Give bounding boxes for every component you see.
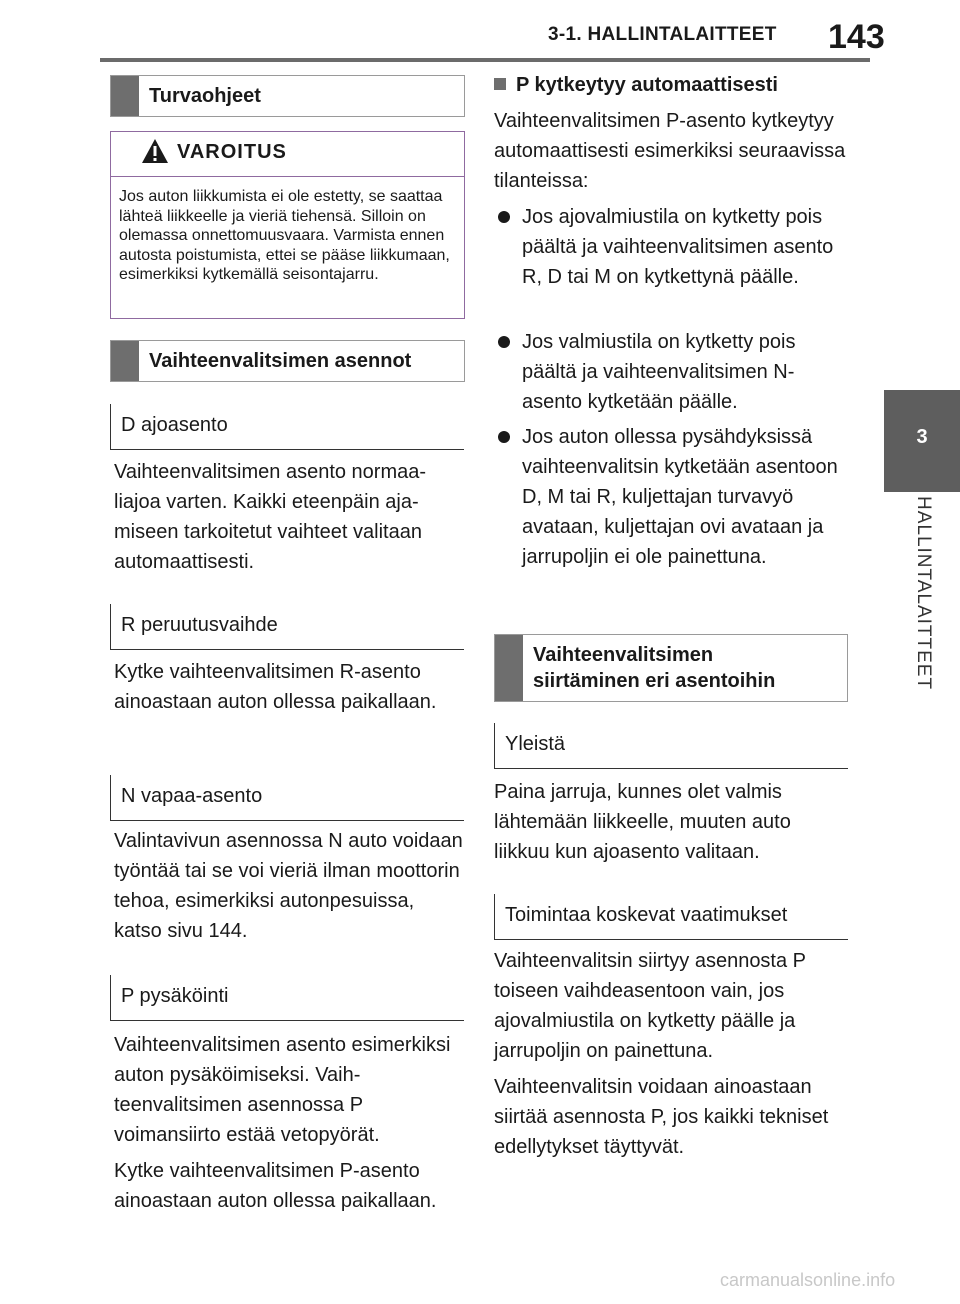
subheading-d: D ajoasento [110, 404, 464, 450]
paragraph-general: Paina jarruja, kunnes olet valmis lähtemään liikkeelle, muuten auto liikkuu kun ajoasento valitaan. [494, 781, 791, 863]
bullet-icon [498, 431, 510, 443]
section-marker [111, 76, 139, 116]
paragraph-r: Kytke vaihteenvalitsimen R-asento ainoastaan auton ollessa paikallaan. [114, 661, 437, 713]
paragraph-d: Vaihteenvalitsimen asento normaaliajoa varten. Kaikki eteenpäin ajamiseen tarkoitetut vaihteet valitaan automaattisesti. [114, 461, 427, 573]
section-heading-positions [110, 340, 465, 382]
warning-title: VAROITUS [177, 141, 287, 163]
section-heading-text: Vaihteenvalitsimen siirtäminen eri asentoihin [533, 644, 776, 692]
header-divider [100, 58, 870, 62]
subheading-n: N vapaa-asento [110, 775, 464, 821]
paragraph-requirements-2: Vaihteenvalitsin voidaan ainoastaan siirtää asennosta P, jos kaikki tekniset edellytykset täyttyvät. [494, 1076, 829, 1158]
list-item: Jos valmiustila on kytketty pois päältä ja vaihteenvalitsimen N-asento kytketään päälle. [494, 327, 848, 417]
heading-auto-p-text: P kytkeytyy automaattisesti [516, 74, 778, 96]
section-heading-text: Turvaohjeet [149, 85, 261, 107]
chapter-tab-number: 3 [916, 426, 928, 448]
warning-header [111, 132, 464, 177]
warning-text: Jos auton liikkumista ei ole estetty, se saattaa lähteä liikkeelle ja vieriä tiehensä. Silloin on olemassa onnettomuusvaara. Varmista ennen autosta poistumista, ettei se pääse liikkumaan, esimerkiksi kytkemällä seisontajarru. [119, 188, 450, 283]
paragraph-auto-p-intro: Vaihteenvalitsimen P-asento kytkeytyy automaattisesti esimerkiksi seuraavissa tilanteissa: [494, 110, 846, 192]
warning-box [110, 131, 465, 319]
paragraph-p-1: Vaihteenvalitsimen asento esimerkiksi auton pysäköimiseksi. Vaihteenvalitsimen asennossa P voimansiirto estää vetopyörät. [114, 1034, 451, 1146]
paragraph-requirements-1: Vaihteenvalitsin siirtyy asennosta P toiseen vaihdeasentoon vain, jos ajovalmiustila on kytketty päälle ja jarrupoljin on painettuna. [494, 950, 806, 1062]
warning-triangle-icon [141, 138, 169, 164]
subheading-requirements: Toimintaa koskevat vaatimukset [494, 894, 848, 940]
square-bullet-icon [494, 78, 506, 90]
section-marker [495, 635, 523, 701]
heading-auto-p [494, 72, 848, 98]
bullet-icon [498, 211, 510, 223]
list-item: Jos ajovalmiustila on kytketty pois päältä ja vaihteenvalitsimen asento R, D tai M on kytkettynä päälle. [494, 202, 848, 292]
bullet-icon [498, 336, 510, 348]
section-marker [111, 341, 139, 381]
chapter-tab[interactable] [884, 390, 960, 492]
watermark: carmanualsonline.info [720, 1270, 896, 1290]
subheading-r: R peruutusvaihde [110, 604, 464, 650]
section-heading-text: Vaihteenvalitsimen asennot [149, 350, 412, 372]
chapter-side-label: HALLINTALAITTEET [913, 496, 934, 691]
section-heading-moving [494, 634, 848, 702]
paragraph-n: Valintavivun asennossa N auto voidaan työntää tai se voi vieriä ilman moottorin tehoa, esimerkiksi autonpesuissa, katso sivu 144. [114, 830, 463, 942]
section-heading-safety [110, 75, 465, 117]
subheading-general: Yleistä [494, 723, 848, 769]
chapter-title: 3-1. HALLINTALAITTEET [548, 24, 777, 45]
page-number: 143 [828, 18, 885, 56]
subheading-p: P pysäköinti [110, 975, 464, 1021]
list-item: Jos auton ollessa pysähdyksissä vaihteenvalitsin kytketään asentoon D, M tai R, kuljettajan turvavyö avataan, kuljettajan ovi avataan ja jarrupoljin ei ole painettuna. [494, 422, 848, 572]
paragraph-p-2: Kytke vaihteenvalitsimen P-asento ainoastaan auton ollessa paikallaan. [114, 1160, 437, 1212]
